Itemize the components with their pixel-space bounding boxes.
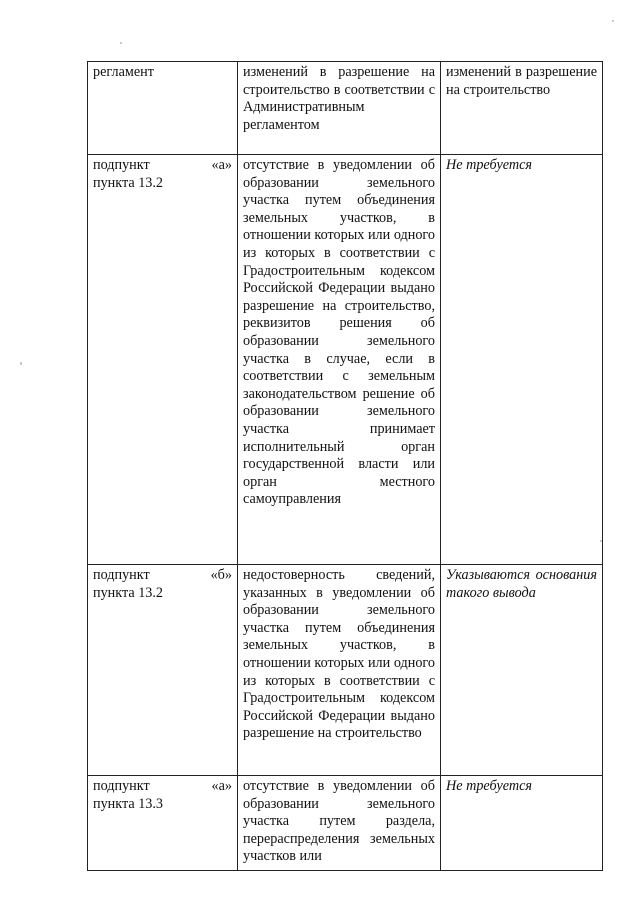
- note-cell: Указываются основания такого вывода: [441, 565, 603, 776]
- scan-speck: [20, 362, 22, 365]
- reference-line: пункта 13.2: [93, 584, 164, 601]
- table-row: [88, 155, 603, 565]
- note-cell: изменений в разрешение на строительство: [441, 62, 603, 155]
- scan-speck: [612, 20, 614, 22]
- table-row: [88, 776, 603, 871]
- note-cell: Не требуется: [441, 155, 603, 565]
- table-row: [88, 62, 603, 155]
- reason-cell: недостоверность сведений, указанных в уведомлении об образовании земельного участка путем объединения земельных участков, в отношении которых или одного из которых в соответствии с Градостроительным кодексом Российской Федерации выдано разрешение на строительство: [238, 565, 441, 776]
- reason-cell: отсутствие в уведомлении об образовании земельного участка путем раздела, перераспределения земельных участков или: [238, 776, 441, 871]
- reference-line: пункта 13.3: [93, 795, 164, 812]
- reference-cell: [88, 155, 238, 565]
- reference-line: пункта 13.2: [93, 174, 164, 191]
- reference-cell: [88, 776, 238, 871]
- reason-cell: отсутствие в уведомлении об образовании земельного участка путем объединения земельных участков, в отношении которых или одного из которых в соответствии с Градостроительным кодексом Российской Федерации выдано разрешение на строительство, реквизитов решения об образовании земельного участка в случае, если в соответствии с земельным законодательством решение об образовании земельного участка принимает исполнительный орган государственной власти или орган местного самоуправления: [238, 155, 441, 565]
- reference-line: подпункт «а»: [93, 778, 232, 794]
- table-row: [88, 565, 603, 776]
- reference-cell: [88, 565, 238, 776]
- reference-line: подпункт «б»: [93, 567, 232, 583]
- reference-line: подпункт «а»: [93, 157, 232, 173]
- reference-line: регламент: [93, 64, 154, 80]
- scan-speck: [120, 42, 122, 44]
- grounds-table: [87, 61, 603, 871]
- note-cell: Не требуется: [441, 776, 603, 871]
- reason-cell: изменений в разрешение на строительство в соответствии с Административным регламентом: [238, 62, 441, 155]
- reference-cell: [88, 62, 238, 155]
